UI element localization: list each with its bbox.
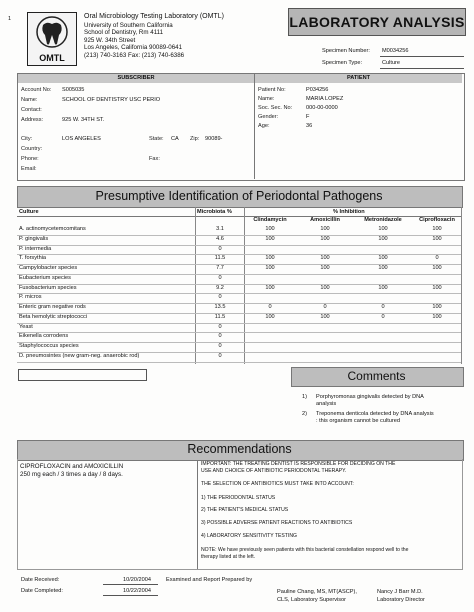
recommendation-line: 250 mg each / 3 times a day / 8 days. [20,471,123,478]
date-received-label: Date Received: [21,577,60,583]
tooth-logo-icon [28,13,76,51]
inhibition-value: 100 [320,313,330,320]
inhibition-value: 100 [265,235,275,242]
comment-num: 1) [302,394,307,400]
selection-item: 3) POSSIBLE ADVERSE PATIENT REACTIONS TO ANTIBIOTICS [201,519,353,526]
inhibition-value: 0 [435,255,439,262]
gender-label: Gender: [258,114,279,120]
inhibition-value: 0 [323,304,327,310]
patient-name-value: MARIA LOPEZ [306,96,344,102]
inhibition-value: 100 [378,226,388,232]
specimen-number: M0034256 [382,48,409,54]
comment-line: Treponema denticola detected by DNA analysis [316,411,434,417]
subscriber-header: SUBSCRIBER [117,75,155,81]
col-amoxicillin: Amoxicillin [310,217,340,223]
culture-name: P. gingivalis [19,235,49,242]
microbiota-percent: 7.7 [216,265,224,271]
account-label: Account No: [21,87,52,93]
microbiota-percent: 4.6 [216,235,224,242]
inhibition-value: 100 [432,265,442,271]
account-value: S005035 [62,87,85,93]
comment-line: : this organism cannot be cultured [316,418,400,424]
col-ciprofloxacin: Ciprofloxacin [419,217,455,223]
microbiota-percent: 3.1 [216,226,224,232]
culture-name: P. intermedia [19,245,52,252]
specimen-number-underline [380,56,464,57]
selection-item: 1) THE PERIODONTAL STATUS [201,494,276,501]
inhibition-value: 100 [432,313,442,320]
examined-label: Examined and Report Prepared by [166,577,253,583]
important-line: IMPORTANT: THE TREATING DENTIST IS RESPONSIBLE FOR DECIDING ON THE [201,461,396,467]
selection-line: THE SELECTION OF ANTIBIOTICS MUST TAKE INTO ACCOUNT: [201,481,354,488]
patient-no-label: Patient No: [258,87,286,93]
lab-line: School of Dentistry, Rm 4111 [84,29,164,36]
microbiota-percent: 0 [218,333,222,340]
inhibition-value: 100 [320,226,330,232]
culture-name: A. actinomycetemcomitans [19,226,86,232]
comment-num: 2) [302,411,307,417]
inhibition-value: 100 [378,255,388,262]
blank-field-box [18,369,147,381]
important-block [201,461,408,560]
microbiota-percent: 11.5 [214,255,226,262]
microbiota-percent: 0 [218,323,222,330]
microbiota-percent: 0 [218,245,222,252]
address-value: 925 W. 34TH ST. [62,117,105,123]
ssn-value: 000-00-0000 [306,105,338,111]
phone-label: Phone: [21,156,39,162]
inhibition-value: 100 [265,313,275,320]
inhibition-value: 0 [268,304,272,310]
inhibition-value: 100 [320,265,330,271]
lab-line: (213) 740-3163 Fax: (213) 740-6386 [84,51,185,59]
address-label: Address: [21,117,44,123]
comment-line: Porphyromonas gingivalis detected by DNA [316,394,424,400]
culture-name: Staphylococcus species [19,343,79,349]
recommendations-title: Recommendations [187,442,292,456]
col-culture: Culture [19,209,39,215]
col-microbiota: Microbiota % [197,209,232,215]
age-label: Age: [258,123,270,129]
lab-address-block [84,13,224,59]
country-label: Country: [21,146,43,152]
lab-line: Los Angeles, California 90089-0641 [84,44,183,51]
date-received-underline [103,584,158,585]
microbiota-percent: 0 [218,343,222,349]
inhibition-value: 100 [320,284,330,291]
inhibition-value: 100 [432,226,442,232]
culture-name: P. micros [19,294,42,301]
email-label: Email: [21,166,37,172]
inhibition-value: 100 [378,265,388,271]
lab-line: University of Southern California [84,21,173,29]
director-title: Laboratory Director [377,597,425,603]
inhibition-value: 100 [432,304,442,310]
lab-logo [27,12,77,66]
inhibition-value: 100 [320,235,330,242]
date-received-value: 10/20/2004 [123,577,151,583]
culture-name: Campylobacter species [19,265,78,271]
patient-no-value: P034256 [306,87,329,93]
inhibition-value: 100 [265,226,275,232]
recommendation-line: CIPROFLOXACIN and AMOXICILLIN [20,463,124,470]
table-header-rule [17,216,461,217]
patient-name-label: Name: [258,96,275,102]
col-inhibition: % Inhibition [333,209,365,215]
specimen-number-label: Specimen Number: [322,48,370,54]
note-line: therapy listed at the left. [201,553,256,560]
inhibition-value: 100 [320,255,330,262]
logo-text: OMTL [39,53,65,63]
microbiota-percent: 13.5 [214,304,226,310]
lab-name: Oral Microbiology Testing Laboratory (OMTL) [84,13,224,20]
date-completed-value: 10/22/2004 [123,588,151,594]
supervisor-title: CLS, Laboratory Supervisor [277,597,347,603]
culture-name: D. pneumosintes (new gram-neg. anaerobic rod) [19,352,140,359]
inhibition-value: 100 [265,265,275,271]
microbiota-percent: 11.5 [214,313,226,320]
culture-name: Eubacterium species [19,274,71,281]
age-value: 36 [306,123,313,129]
zip-value: 90089- [205,136,223,142]
city-value: LOS ANGELES [62,136,101,142]
microbiota-percent: 0 [218,294,222,301]
inhibition-value: 100 [432,235,442,242]
comments-title: Comments [347,369,406,383]
pathogens-title: Presumptive Identification of Periodontal Pathogens [95,189,383,203]
info-divider [254,74,255,179]
selection-item: 4) LABORATORY SENSITIVITY TESTING [201,532,297,539]
sub-name-label: Name: [21,97,38,103]
microbiota-percent: 0 [218,274,222,281]
sub-name-value: SCHOOL OF DENTISTRY USC PERIO [62,97,161,103]
zip-label: Zip: [190,136,200,142]
culture-name: Yeast [19,323,33,330]
col-divider [461,207,462,364]
inhibition-value: 100 [378,235,388,242]
note-line: NOTE: We have previously seen patients with this bacterial constellation respond well to the [201,547,409,554]
comment-line: analysis [316,401,337,407]
inhibition-value: 100 [378,284,388,291]
culture-name: Enteric gram negative rods [19,304,86,310]
inhibition-value: 100 [265,255,275,262]
director-name: Nancy J Barr M.D. [377,589,423,595]
microbiota-percent: 9.2 [216,284,224,291]
microbiota-percent: 0 [218,352,222,359]
inhibition-value: 100 [265,284,275,291]
state-value: CA [171,136,179,142]
important-line: USE AND CHOICE OF ANTIBIOTIC PERIODONTAL THERAPY. [201,467,347,474]
fax-label: Fax: [149,156,160,162]
culture-name: Fusobacterium species [19,284,77,291]
date-completed-label: Date Completed: [21,588,63,594]
contact-label: Contact: [21,107,42,113]
report-title [288,8,466,36]
inhibition-value: 100 [432,284,442,291]
col-metronidazole: Metronidazole [364,217,402,223]
inhibition-value: 0 [381,304,385,310]
gender-value: F [306,114,310,120]
patient-header: PATIENT [346,75,371,81]
ssn-label: Soc. Sec. No: [258,105,293,111]
report-title-text: LABORATORY ANALYSIS [289,14,465,30]
date-completed-underline [103,595,158,596]
culture-name: T. forsythia [19,255,47,262]
state-label: State: [149,136,164,142]
selection-item: 2) THE PATIENT'S MEDICAL STATUS [201,507,289,514]
culture-name: Beta hemolytic streptococci [19,313,88,320]
col-clindamycin: Clindamycin [253,217,287,223]
specimen-type-label: Specimen Type: [322,60,363,66]
supervisor-name: Pauline Chang, MS, MT(ASCP), [277,589,357,595]
specimen-type: Culture [382,60,401,66]
inhibition-value: 0 [381,313,385,320]
page-mark: 1 [8,16,12,22]
culture-name: Eikenella corrodens [19,333,69,340]
lab-line: 925 W. 34th Street [84,36,136,44]
city-label: City: [21,136,33,142]
specimen-type-underline [380,68,464,69]
